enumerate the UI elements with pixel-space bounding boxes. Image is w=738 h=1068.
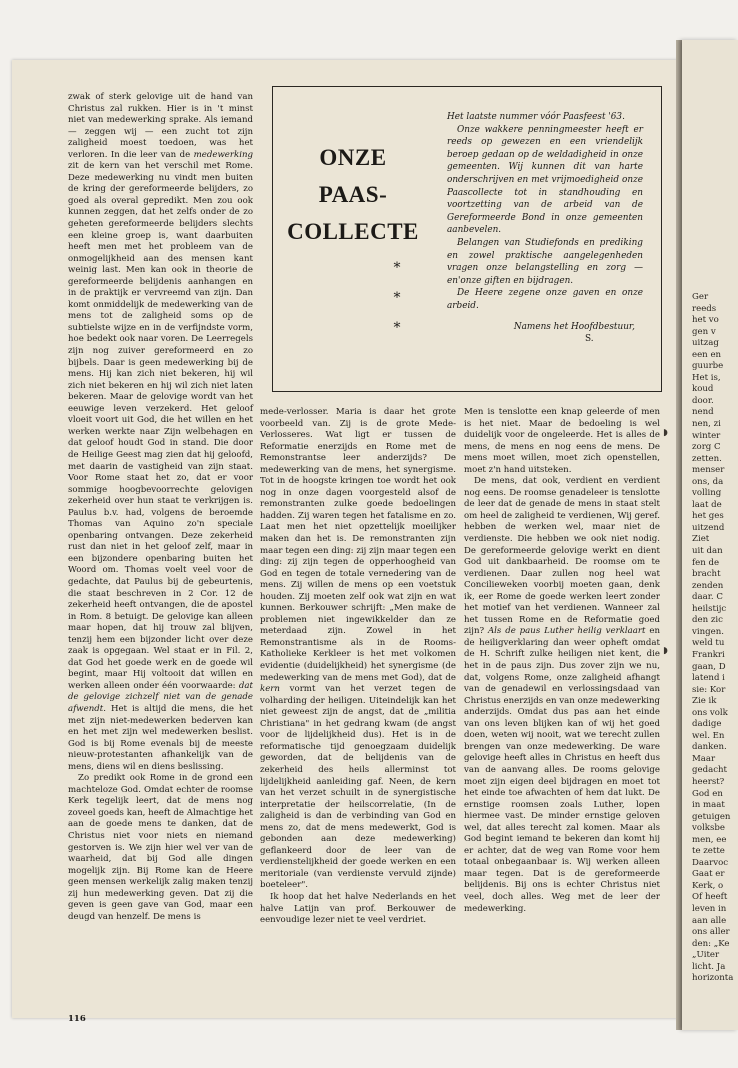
right-page-line: een en xyxy=(692,349,722,360)
right-page-line: menser xyxy=(692,465,725,476)
right-page-line: „Uiter xyxy=(692,950,720,961)
right-page-line: ons volk xyxy=(692,707,728,718)
right-page-line: Het is, xyxy=(692,372,721,383)
right-page-line: te zette xyxy=(692,846,725,857)
signature: Namens het Hoofdbestuur, xyxy=(513,321,635,332)
right-page-line: Of heeft xyxy=(692,892,728,903)
right-page-line: men, ee xyxy=(692,834,727,845)
right-page-line: danken. xyxy=(692,742,727,753)
right-page-line: latend i xyxy=(692,673,725,684)
box-paragraph: Het laatste nummer vóór Paasfeest '63. xyxy=(447,112,625,122)
right-page-line: ons aller xyxy=(692,927,730,938)
right-page-line: heerst? xyxy=(692,776,725,787)
star-ornament: * xyxy=(393,260,401,276)
right-page-line: het ges xyxy=(692,511,724,522)
right-page-line: bracht xyxy=(692,569,721,580)
right-page-line: nend xyxy=(692,407,714,418)
right-page-line: dadige xyxy=(692,719,722,730)
margin-mark-icon: ◗ xyxy=(663,646,668,656)
right-page-line: Zie ik xyxy=(692,696,717,707)
right-page-line: zetten. xyxy=(692,453,722,464)
box-text xyxy=(447,111,643,346)
right-page-line: Ger xyxy=(692,292,709,302)
right-page-line: fen de xyxy=(692,557,720,568)
box-title: ONZE PAAS- COLLECTE xyxy=(287,145,419,244)
right-page-line: zenden xyxy=(692,580,724,591)
right-page-line: in maat xyxy=(692,800,725,811)
signature-initial: S. xyxy=(585,334,594,345)
right-page-line: uitzag xyxy=(692,338,719,349)
right-page-line: Daarvoc xyxy=(692,857,729,868)
article-column-1 xyxy=(68,92,253,923)
right-page-line: aan alle xyxy=(692,915,727,926)
right-page-text-fragments xyxy=(692,292,738,985)
right-page-line: volksbe xyxy=(692,823,725,834)
right-page-line: winter xyxy=(692,430,721,441)
right-page-line: Gaat er xyxy=(692,869,725,880)
right-page-line: Kerk, o xyxy=(692,880,724,891)
article-column-3 xyxy=(464,407,660,915)
ornament-stars xyxy=(377,253,417,343)
right-page-line: het vo xyxy=(692,315,719,326)
box-paragraph: De Heere zegene onze gaven en onze arbeid. xyxy=(447,288,643,311)
right-page-line: vingen. xyxy=(692,626,724,637)
right-page-line: uit dan xyxy=(692,546,723,557)
right-page-line: sie: Kor xyxy=(692,684,726,695)
column-3-paragraph-2: De mens, dat ook, verdient en verdient nog eens. De roomse genadeleer is tenslotte de leer dat de genade de mens in staat stelt om heel de zaligheid te verdienen, Wij geref. hebben de werken wel, maar niet de verdienste. Die hebben we ook niet nodig. De gereformeerde gelovige werkt en dient God uit dankbaarheid. De roomse om te verdienen. Daar zullen nog heel wat Concilieweken voorbij moeten gaan, denk ik, eer Rome de goede werken leert zonder het motief van het verdienen. Wanneer zal het tussen Rome en de Reformatie goed zijn? Als de paus Luther heilig verklaart en de heiligverklaring dan weer opheft omdat de H. Schrift zulke heiligen niet kent, die het in de paus zijn. Dus zover zijn we nu, dat, volgens Rome, onze zaligheid afhangt van de genadewil en verlossingsdaad van Christus enerzijds en van onze medewerking anderzijds. Omdat dus pas aan het einde van ons leven blijken kan of wij het goed doen, weten wij nooit, wat we terecht zullen brengen van onze medewerking. De ware gelovige heeft alles in Christus en heeft dus van de aanvang alles. De rooms gelovige moet zijn eigen deel bijdragen en moet tot het einde toe afwachten of hem dat lukt. De ernstige roomsen zoals Luther, lopen hiermee vast. De minder ernstige geloven wel, dat alles terecht zal komen. Maar als God begint iemand te bekeren dan komt hij er achter, dat de weg van Rome voor hem totaal onbegaanbaar is. Wij werken alleen maar tegen. Dat is de gereformeerde belijdenis. Bij ons is echter Christus niet veel, doch alles. Weg met de leer der medewerking. xyxy=(464,476,660,914)
right-page-line: ons, da xyxy=(692,476,724,487)
article-column-2 xyxy=(260,407,456,927)
page-number: 116 xyxy=(68,1014,86,1024)
right-page-line: getuigen xyxy=(692,811,731,822)
right-page-line: volling xyxy=(692,488,722,499)
column-2-paragraph-1: mede-verlosser. Maria is daar het grote voorbeeld van. Zij is de grote Mede-Verlosseres. Wat ligt er tussen de Reformatie enerzijds en Rome met de Remonstrantse leer anderzijds? De medewerking van de mens, het synergisme. Tot in de hoogste kringen toe wordt het ook nog in onze dagen voorgesteld alsof de remonstranten zulke goede bedoelingen hadden. Zij waren tegen het fatalisme en zo. Laat men het niet opzettelijk moeilijker maken dan het is. De remonstranten zijn maar tegen een ding: zij zijn maar tegen een ding: zij zijn tegen de opperhoogheid van God en tegen de totale vernedering van de mens. Zij willen de mens op een voetstuk houden. Zij moeten zelf ook wat zijn en wat kunnen. Berkouwer schrijft: „Men make de problemen niet ingewikkelder dan ze meterdaad zijn. Zowel in het Remonstrantisme als in de Rooms-Katholieke Kerkleer is het met volkomen evidentie (duidelijkheid) het synergisme (de medewerking van de mens met God), dat de kern vormt van het verzet tegen de volharding der heiligen. Uiteindelijk kan het niet geweest zijn de angst, dat de „militia Christiana" in het gedrang kwam (de angst voor de lijdelijkheid dus). Het is in de reformatische tijd genoegzaam duidelijk geworden, dat de belijdenis van de zekerheid des heils allerminst tot lijdelijkheid aanleiding gaf. Neen, de kern van het verzet schuilt in de synergistische interpretatie der heilscorrelatie, (In de zaligheid is dan de verbinding van God en mens zo, dat de mens medewerkt, God is gebonden aan deze medewerking) geflankeerd door de leer van de verdienstelijkheid der goede werken en een meritoriale (van verdienste vervuld zijnde) boeteleer". xyxy=(260,407,456,891)
right-page-line: gen v xyxy=(692,326,716,337)
right-page-line: weld tu xyxy=(692,638,725,649)
right-page-line: laat de xyxy=(692,499,722,510)
right-page-line: door. xyxy=(692,395,714,406)
right-page-line: Frankri xyxy=(692,649,725,660)
right-page-edge xyxy=(682,40,738,1030)
box-paragraph: Onze wakkere penningmeester heeft er reeds op gewezen en een vriendelijk beroep gedaan op de weldadigheid in onze gemeenten. Wij kunnen dit van harte onderschrijven en met vrijmoedigheid onze Paascollecte tot in standhouding en voortzetting van de arbeid van de Gereformeerde Bond in onze gemeenten aanbevelen. xyxy=(447,124,643,236)
margin-mark-icon: ◗ xyxy=(663,428,668,438)
right-page-line: den: „Ke xyxy=(692,938,730,949)
right-page-line: heilstijc xyxy=(692,603,727,614)
right-page-line: nen, zi xyxy=(692,419,721,430)
star-ornament: * xyxy=(393,320,401,336)
right-page-line: gedacht xyxy=(692,765,728,776)
collection-announcement-box xyxy=(272,86,662,392)
right-page-line: reeds xyxy=(692,303,717,314)
right-page-line: horizonta xyxy=(692,973,734,984)
right-page-line: den zic xyxy=(692,615,723,626)
right-page-line: leven in xyxy=(692,903,727,914)
column-1-paragraph-2: Zo predikt ook Rome in de grond een machteloze God. Omdat echter de roomse Kerk tegelijk leert, dat de mens nog zoveel goeds kan, heeft de Almachtige het aan de goede mens te danken, dat de Christus niet voor niets en niemand gestorven is. We zijn hier wel ver van de waarheid, dat bij God alle dingen mogelijk zijn. Bij Rome kan de Heere geen mensen werkelijk zalig maken tenzij zij hun medewerking geven. Dat zij die geven is geen gave van God, maar een deugd van henzelf. De mens is xyxy=(68,773,253,922)
column-2-paragraph-2: Ik hoop dat het halve Nederlands en het halve Latijn van prof. Berkouwer de eenvoudige lezer niet te veel verdriet. xyxy=(260,891,456,926)
right-page-line: licht. Ja xyxy=(692,961,726,972)
column-3-paragraph-1: Men is tenslotte een knap geleerde of men is het niet. Maar de bedoeling is wel duidelijk voor de ongeleerde. Het is alles de mens, de mens en nog eens de mens. De mens moet willen, moet zich openstellen, moet z'n hand uitsteken. xyxy=(464,407,660,475)
right-page-line: koud xyxy=(692,384,714,395)
right-page-line: guurbe xyxy=(692,361,724,372)
right-page-line: zorg C xyxy=(692,442,721,453)
right-page-line: Ziet xyxy=(692,534,710,545)
box-paragraph: Belangen van Studiefonds en prediking en zowel praktische aangelegenheden vragen onze belangstelling en zorg — en'onze giften en bijdragen. xyxy=(447,237,643,286)
right-page-line: wel. En xyxy=(692,730,725,741)
right-page-line: daar. C xyxy=(692,592,723,603)
right-page-line: God en xyxy=(692,788,723,799)
right-page-line: Maar xyxy=(692,753,716,764)
star-ornament: * xyxy=(393,290,401,306)
column-1-paragraph-1: zwak of sterk gelovige uit de hand van Christus zal rukken. Hier is in 't minst niet van medewerking sprake. Als iemand — zeggen wij — een zucht tot zijn zaligheid moest toedoen, was het verloren. In die leer van de medewerking zit de kern van het verschil met Rome. Deze medewerking nu vindt men buiten de kring der gereformeerde belijders, zo goed als overal gepredikt. Men zou ook kunnen zeggen, dat het zelfs onder de zo geheten gereformeerde belijders slechts een kleine groep is, want daarbuiten heeft men met het probleem van de onmogelijkheid aan des mensen kant weinig last. Men kan ook in theorie de gereformeerde belijdenis aanhangen en in de praktijk er vervreemd van zijn. Dan komt onmiddelijk de medewerking van de mens tot de zaligheid soms op de subtielste wijze en in de verfijndste vorm, hoe bedekt ook naar voren. De Leerregels zijn nog zuiver gereformeerd en zo bijbels. Daar is geen medewerking bij de mens. Hij kan zich niet bekeren, hij wil zich niet bekeren en hij wil zich niet laten bekeren. Maar de gelovige wordt van het eeuwige leven verzekerd. Het geloof vloeit voort uit God, die het willen en het werken werkte naar Zijn welbehagen en dat geloof houdt God in stand. Die door de Heilige Geest mag zien dat hij geloofd, met daarin de vastigheid van zijn staat. Voor Rome staat het zo, dat er voor sommige hoogbevoorrechte gelovigen zekerheid over hun staat te verkrijgen is. Paulus b.v. had, volgens de beroemde Thomas van Aquino zo'n speciale openbaring ontvangen. Deze zekerheid rust dan niet in het geloof zelf, maar in een bijzondere openbaring buiten het Woord om. Thomas voelt veel voor de gedachte, dat Paulus bij de gebeurtenis, die staat beschreven in 2 Cor. 12 de zekerheid heeft ontvangen, die de apostel in Rom. 8 betuigt. De gelovige kan alleen maar hopen, dat hij trouw zal blijven, tenzij hem een bijzonder licht over deze zaak is opgegaan. Wel staat er in Fil. 2, dat God het goede werk en de goede wil begint, maar Hij voltooit dat willen en werken alleen onder één voorwaarde: dat de gelovige zichzelf niet van de genade afwendt. Het is altijd die mens, die het met zijn niet-medewerken bederven kan en het met zijn wel medewerken beslist. God is bij Rome evenals bij de meeste nieuw-protestanten afhankelijk van de mens, diens wil en diens beslissing. xyxy=(68,92,253,772)
right-page-line: uitzend xyxy=(692,522,725,533)
right-page-line: gaan, D xyxy=(692,661,726,672)
